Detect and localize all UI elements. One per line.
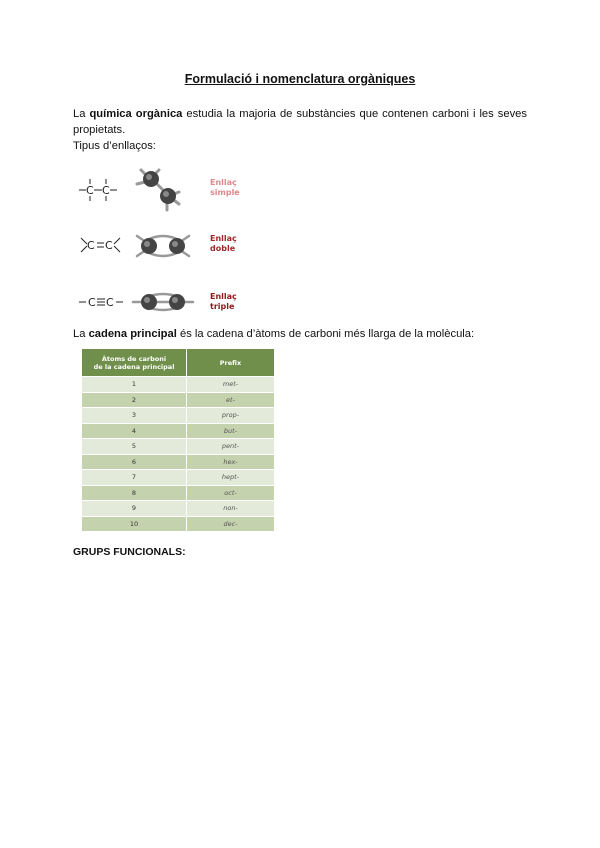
table-row xyxy=(82,408,275,424)
header-prefix: Prefix xyxy=(187,349,275,377)
intro-rest: estudia la majoria de substàncies que contenen carboni i les seves propietats. xyxy=(73,108,527,136)
carbon-count: 8 xyxy=(82,485,187,501)
simple-bond-label-line1: Enllaç xyxy=(210,178,237,187)
chain-sentence xyxy=(73,328,474,340)
simple-bond-label xyxy=(210,178,240,198)
prefix-value: hept- xyxy=(187,470,275,486)
svg-text:C: C xyxy=(88,296,96,309)
svg-text:C: C xyxy=(105,239,113,252)
chain-rest: és la cadena d’àtoms de carboni més llarga de la molècula: xyxy=(176,328,475,340)
table-row xyxy=(82,377,275,393)
section-heading-functional-groups: GRUPS FUNCIONALS: xyxy=(73,546,186,558)
triple-bond-label xyxy=(210,292,237,312)
table-row xyxy=(82,485,275,501)
table-row xyxy=(82,439,275,455)
intro-paragraph xyxy=(73,106,527,138)
bond-types-label: Tipus d’enllaços: xyxy=(73,140,156,152)
triple-bond-molecule-icon xyxy=(131,288,195,316)
header-carbon-atoms-line2: de la cadena principal xyxy=(93,362,175,371)
triple-bond-formula-icon xyxy=(77,288,133,316)
page-title: Formulació i nomenclatura orgàniques xyxy=(184,72,416,86)
svg-text:C: C xyxy=(87,239,95,252)
carbon-count: 9 xyxy=(82,501,187,517)
carbon-count: 2 xyxy=(82,392,187,408)
carbon-count: 10 xyxy=(82,516,187,532)
carbon-count: 3 xyxy=(82,408,187,424)
intro-bold-term: química orgànica xyxy=(89,108,183,120)
chain-bold-term: cadena principal xyxy=(88,328,177,340)
prefix-value: et- xyxy=(187,392,275,408)
double-bond-label-line1: Enllaç xyxy=(210,234,237,243)
carbon-count: 4 xyxy=(82,423,187,439)
double-bond-label-line2: doble xyxy=(210,244,236,253)
table-header-row xyxy=(82,349,275,377)
table-row xyxy=(82,470,275,486)
bond-triple xyxy=(73,288,273,318)
prefix-value: dec- xyxy=(187,516,275,532)
double-bond-molecule-icon xyxy=(131,230,195,264)
double-bond-label xyxy=(210,234,237,254)
table-row xyxy=(82,423,275,439)
svg-text:C: C xyxy=(106,296,114,309)
header-carbon-atoms xyxy=(82,349,187,377)
prefix-value: met- xyxy=(187,377,275,393)
svg-text:C: C xyxy=(102,184,110,197)
prefix-value: hex- xyxy=(187,454,275,470)
prefix-value: prop- xyxy=(187,408,275,424)
header-carbon-atoms-line1: Àtoms de carboni xyxy=(101,354,167,363)
table-row xyxy=(82,392,275,408)
carbon-count: 1 xyxy=(82,377,187,393)
simple-bond-molecule-icon xyxy=(129,168,191,212)
double-bond-formula-icon xyxy=(77,230,127,260)
carbon-prefix-table xyxy=(81,348,275,532)
bond-double xyxy=(73,230,273,264)
triple-bond-label-line2: triple xyxy=(210,302,235,311)
chain-prefix: La xyxy=(73,328,89,340)
intro-prefix: La xyxy=(73,108,90,120)
bond-simple xyxy=(73,168,273,212)
simple-bond-formula-icon xyxy=(77,170,127,210)
svg-text:C: C xyxy=(86,184,94,197)
simple-bond-label-line2: simple xyxy=(210,188,240,197)
prefix-value: non- xyxy=(187,501,275,517)
carbon-count: 5 xyxy=(82,439,187,455)
triple-bond-label-line1: Enllaç xyxy=(210,292,237,301)
carbon-count: 7 xyxy=(82,470,187,486)
prefix-value: pent- xyxy=(187,439,275,455)
table-row xyxy=(82,516,275,532)
table-row xyxy=(82,501,275,517)
prefix-value: but- xyxy=(187,423,275,439)
table-row xyxy=(82,454,275,470)
prefix-value: oct- xyxy=(187,485,275,501)
carbon-count: 6 xyxy=(82,454,187,470)
